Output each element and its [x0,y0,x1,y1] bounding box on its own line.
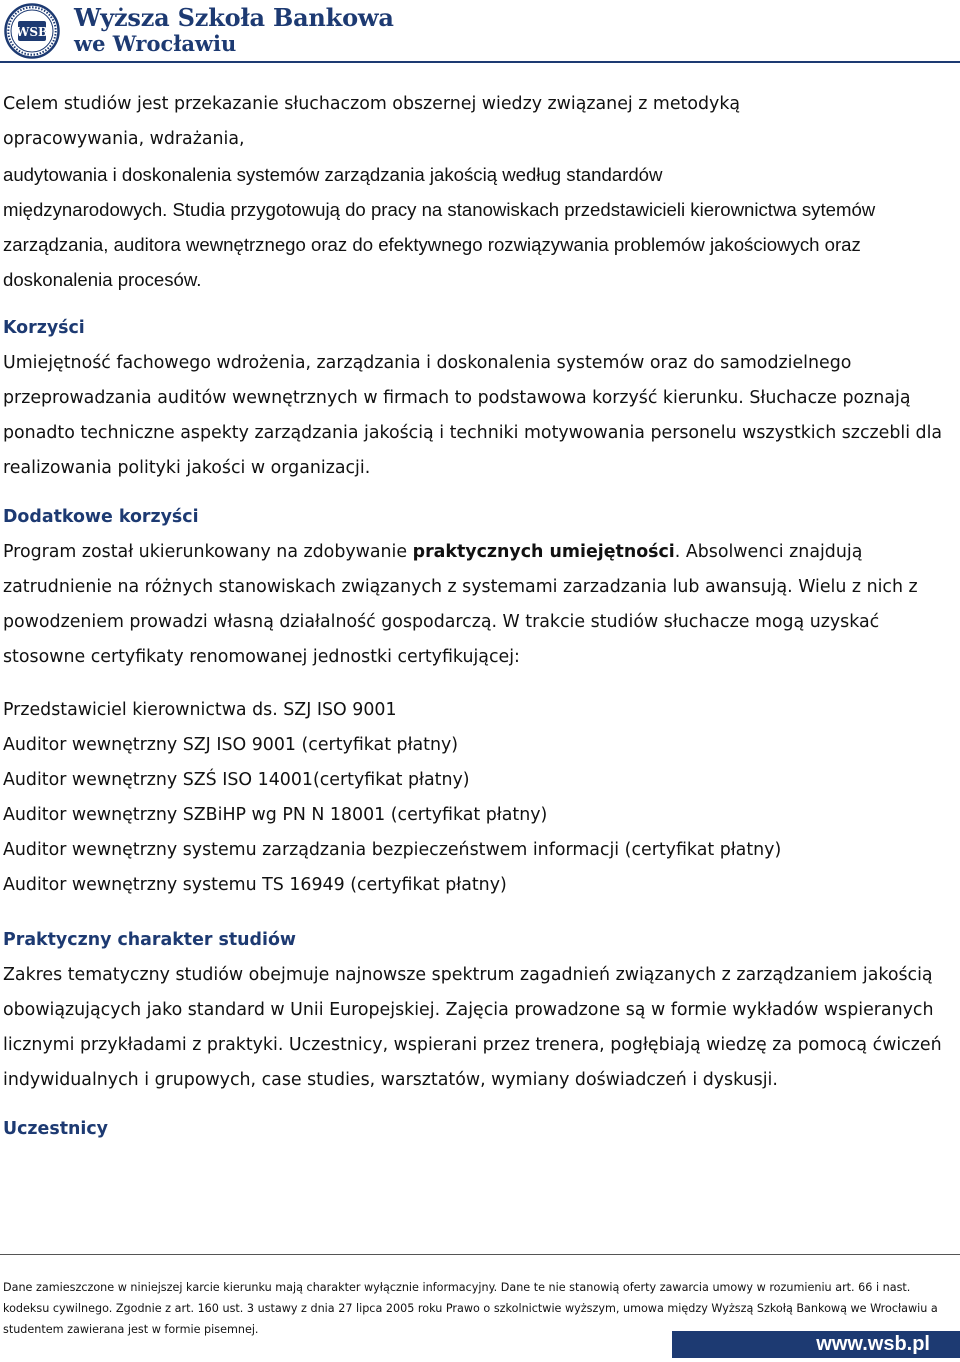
page-header [0,0,960,62]
list-item: Auditor wewnętrzny SZJ ISO 9001 (certyfikat płatny) [3,735,459,755]
intro-line-1: Celem studiów jest przekazanie słuchaczom obszernej wiedzy związanej z metodyką [3,94,741,114]
list-item: Auditor wewnętrzny SZBiHP wg PN N 18001 (certyfikat płatny) [3,805,548,825]
intro-line-3: audytowania i doskonalenia systemów zarządzania jakością według standardów [3,164,663,185]
benefits-text: Umiejętność fachowego wdrożenia, zarządzania i doskonalenia systemów oraz do samodzielnego przeprowadzania auditów wewnętrznych w firmach to podstawowa korzyść kierunku. Słuchacze poznają ponadto techniczne aspekty zarządzania jakością i techniki motywowania personelu wszystkich szczebli dla realizowania polityki jakości w organizacji. [3,353,943,478]
university-seal-logo [4,3,60,59]
website-link[interactable]: www.wsb.pl [816,1333,930,1355]
list-item: Auditor wewnętrzny SZŚ ISO 14001(certyfikat płatny) [3,770,470,790]
footer-divider [0,1254,960,1255]
certificate-list [3,693,948,903]
benefits-heading: Korzyści [3,318,85,338]
legal-disclaimer: Dane zamieszczone w niniejszej karcie kierunku mają charakter wyłącznie informacyjny. Dane te nie stanowią oferty zawarcia umowy w rozumieniu art. 66 i nast. kodeksu cywilnego. Zgodnie z art. 160 ust. 3 ustawy z dnia 27 lipca 2005 roku Prawo o szkolnictwie wyższym, umowa między Wyższą Szkołą Bankową we Wrocławiu a studentem zawierana jest w formie pisemnej. [3,1281,938,1336]
school-name-line1: Wyższa Szkoła Bankowa [74,3,394,32]
practical-heading: Praktyczny charakter studiów [3,930,296,950]
list-item: Auditor wewnętrzny systemu TS 16949 (certyfikat płatny) [3,875,507,895]
participants-heading: Uczestnicy [3,1119,108,1139]
school-name-line2: we Wrocławiu [74,31,237,56]
extra-benefits-text-end: . Absolwenci znajdują zatrudnienie na różnych stanowiskach związanych z systemami zarzadzania lub awansują. Wielu z nich z powodzeniem prowadzi własną działalność gospodarczą. W trakcie studiów słuchacze mogą uzyskać stosowne certyfikaty renomowanej jednostki certyfikującej: [3,542,918,667]
main-content [3,87,948,1147]
intro-paragraph: międzynarodowych. Studia przygotowują do pracy na stanowiskach przedstawicieli kierownictwa sytemów zarządzania, auditora wewnętrznego oraz do efektywnego rozwiązywania problemów jakościowych oraz doskonalenia procesów. [3,199,876,290]
header-divider [0,61,960,63]
extra-benefits-heading: Dodatkowe korzyści [3,507,199,527]
practical-text: Zakres tematyczny studiów obejmuje najnowsze spektrum zagadnień związanych z zarządzaniem jakością obowiązujących jako standard w Unii Europejskiej. Zajęcia prowadzone są w formie wykładów wspieranych licznymi przykładami z praktyki. Uczestnicy, wspierani przez trenera, pogłębiają wiedzę za pomocą ćwiczeń indywidualnych i grupowych, case studies, warsztatów, wymiany doświadczeń i dyskusji. [3,965,942,1090]
intro-section [3,87,948,297]
seal-monogram: WSB [15,25,49,39]
extra-benefits-text [3,535,948,675]
list-item: Auditor wewnętrzny systemu zarządzania bezpieczeństwem informacji (certyfikat płatny) [3,840,782,860]
intro-line-2: opracowywania, wdrażania, [3,129,245,149]
extra-benefits-text-start: Program został ukierunkowany na zdobywanie [3,542,413,562]
website-banner [672,1331,960,1358]
list-item: Przedstawiciel kierownictwa ds. SZJ ISO 9001 [3,700,397,720]
extra-benefits-emphasis: praktycznych umiejętności [412,542,675,562]
